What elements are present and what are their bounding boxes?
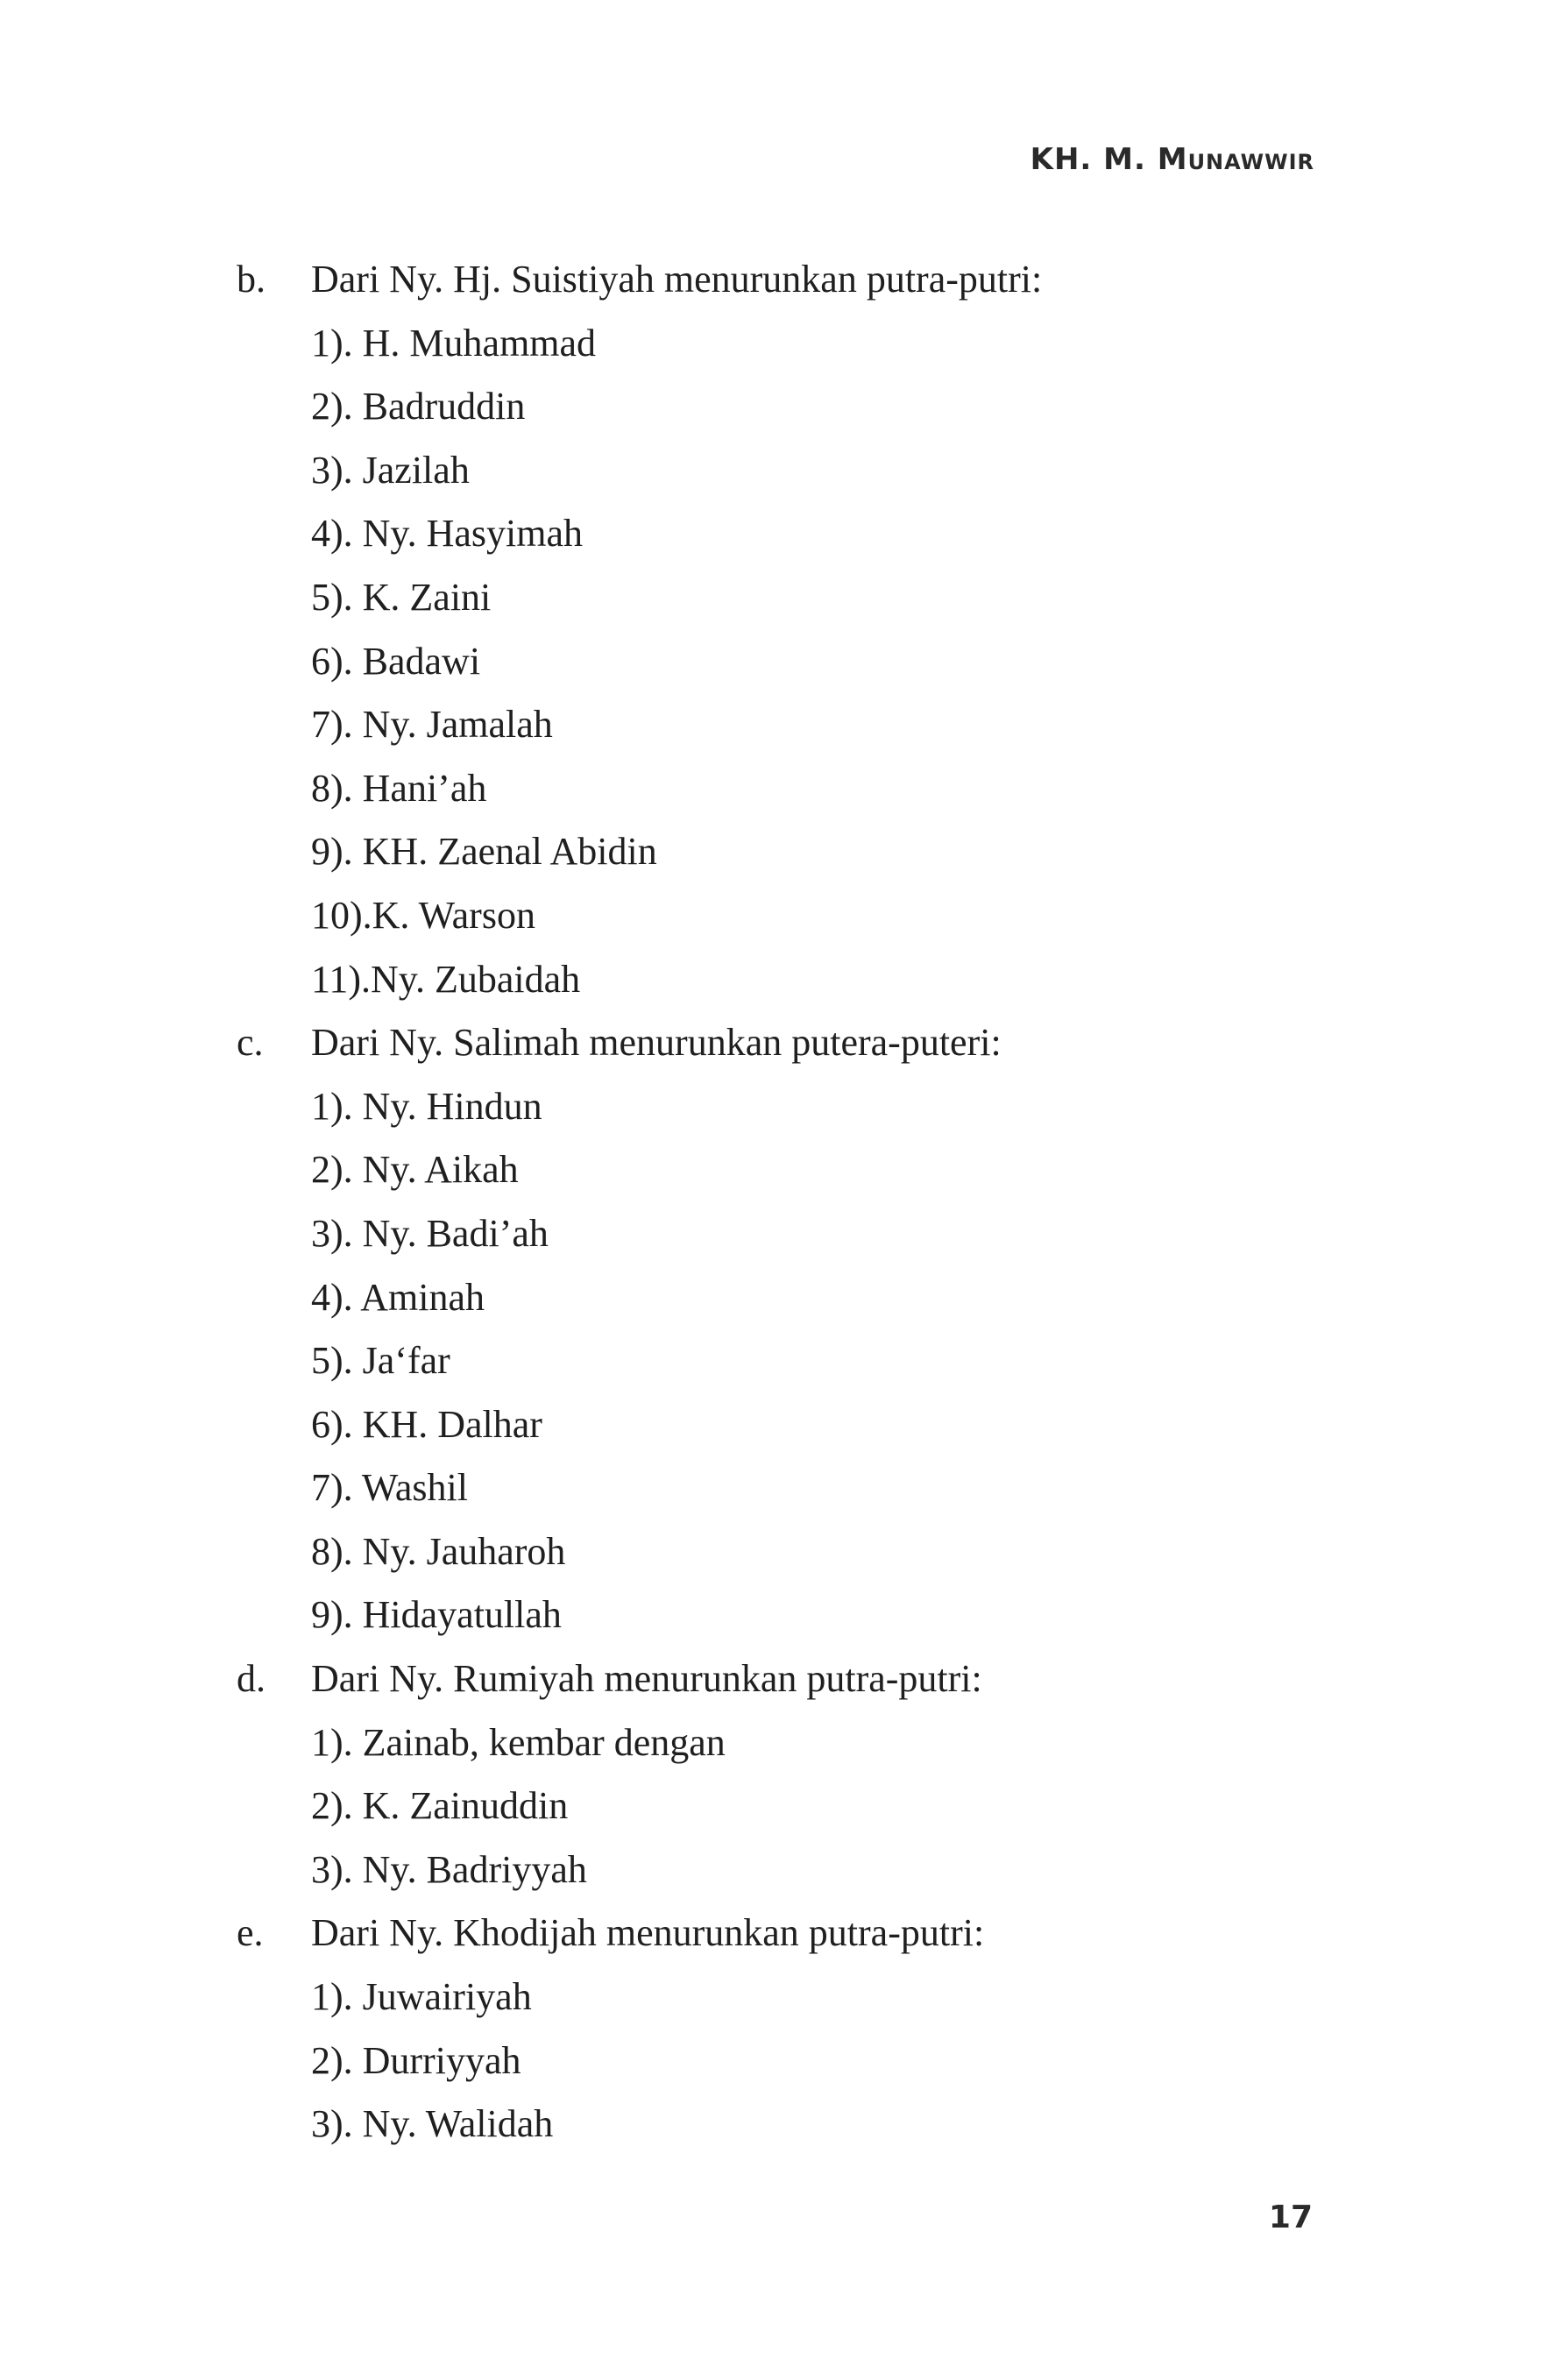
list-item-text: 1). Juwairiyah <box>311 1975 532 2019</box>
list-item <box>237 375 1314 439</box>
list-item <box>237 439 1314 503</box>
list-item-text: 7). Washil <box>311 1466 468 1510</box>
list-item-text: 9). KH. Zaenal Abidin <box>311 830 657 874</box>
list-item <box>237 312 1314 376</box>
section-heading-text: Dari Ny. Salimah menurunkan putera-puteri: <box>311 1021 1002 1065</box>
list-item <box>237 1583 1314 1647</box>
section-heading <box>237 1647 1314 1711</box>
list-item-text: 8). Ny. Jauharoh <box>311 1529 566 1573</box>
list-item-text: 3). Ny. Badriyyah <box>311 1847 587 1891</box>
list-item <box>237 1202 1314 1266</box>
list-item-text: 2). Badruddin <box>311 385 526 429</box>
list-item-text: 10).K. Warson <box>311 893 535 937</box>
section-marker: c. <box>237 1021 264 1065</box>
section-marker: e. <box>237 1911 264 1955</box>
list-item <box>237 1138 1314 1202</box>
list-item <box>237 1075 1314 1139</box>
list-item <box>237 1711 1314 1775</box>
list-item-text: 9). Hidayatullah <box>311 1593 562 1637</box>
list-item-text: 6). KH. Dalhar <box>311 1402 542 1446</box>
list-item-text: 4). Ny. Hasyimah <box>311 512 583 556</box>
list-item <box>237 2093 1314 2157</box>
list-item <box>237 1266 1314 1330</box>
list-item <box>237 884 1314 948</box>
list-item-text: 6). Badawi <box>311 639 481 683</box>
list-item <box>237 1966 1314 2029</box>
list-item <box>237 820 1314 884</box>
section-marker: b. <box>237 258 266 301</box>
list-item <box>237 2029 1314 2093</box>
list-item-text: 1). H. Muhammad <box>311 321 597 365</box>
list-item-text: 11).Ny. Zubaidah <box>311 957 581 1001</box>
list-item-text: 5). K. Zaini <box>311 575 492 619</box>
list-item-text: 8). Hani’ah <box>311 766 487 810</box>
list-item <box>237 1838 1314 1902</box>
lineage-list <box>237 248 1314 2157</box>
page-number: 17 <box>1268 2199 1313 2235</box>
section-heading-text: Dari Ny. Khodijah menurunkan putra-putri: <box>311 1911 985 1955</box>
list-item-text: 1). Zainab, kembar dengan <box>311 1720 726 1764</box>
list-item-text: 4). Aminah <box>311 1275 485 1319</box>
list-item <box>237 1393 1314 1457</box>
section-heading-text: Dari Ny. Rumiyah menurunkan putra-putri: <box>311 1657 982 1701</box>
list-item <box>237 1520 1314 1584</box>
list-item <box>237 1456 1314 1520</box>
list-item-text: 2). Ny. Aikah <box>311 1148 519 1192</box>
list-item <box>237 693 1314 757</box>
list-item-text: 7). Ny. Jamalah <box>311 703 553 747</box>
list-item-text: 1). Ny. Hindun <box>311 1084 542 1128</box>
list-item-text: 3). Jazilah <box>311 448 470 492</box>
list-item <box>237 1329 1314 1393</box>
list-item <box>237 566 1314 630</box>
list-item-text: 2). Durriyyah <box>311 2038 521 2082</box>
section-heading <box>237 1011 1314 1075</box>
list-item-text: 2). K. Zainuddin <box>311 1784 569 1828</box>
running-head: KH. M. Munawwir <box>1030 142 1314 177</box>
list-item-text: 5). Ja‘far <box>311 1339 450 1383</box>
list-item-text: 3). Ny. Walidah <box>311 2102 554 2146</box>
section-heading <box>237 1902 1314 1966</box>
list-item-text: 3). Ny. Badi’ah <box>311 1211 549 1255</box>
list-item <box>237 1774 1314 1838</box>
section-marker: d. <box>237 1657 266 1701</box>
section-heading-text: Dari Ny. Hj. Suistiyah menurunkan putra-putri: <box>311 258 1043 301</box>
list-item <box>237 948 1314 1012</box>
list-item <box>237 757 1314 821</box>
list-item <box>237 502 1314 566</box>
list-item <box>237 630 1314 694</box>
section-heading <box>237 248 1314 312</box>
